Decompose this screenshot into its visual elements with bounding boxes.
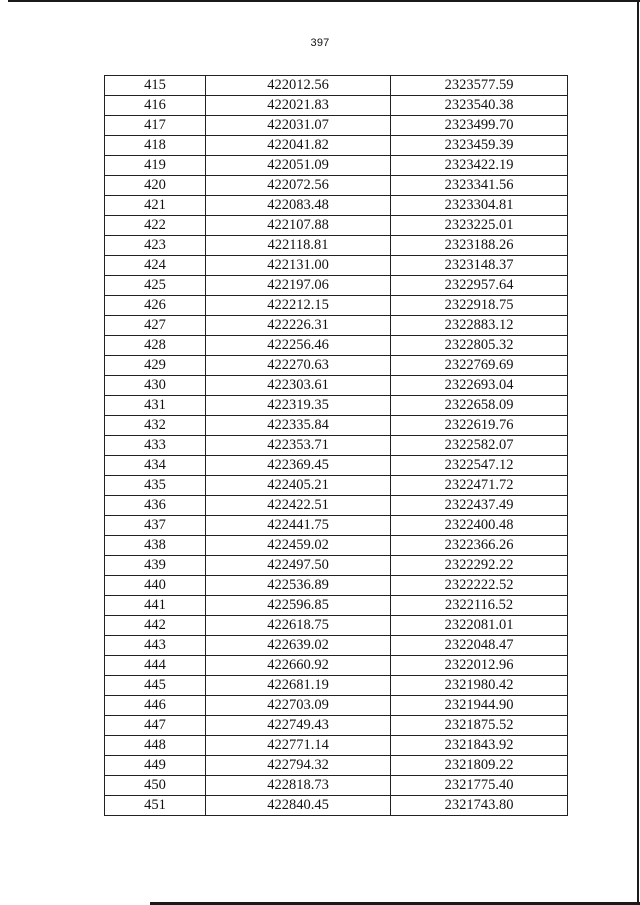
table-row <box>105 156 568 176</box>
table-row <box>105 416 568 436</box>
table-row <box>105 576 568 596</box>
y-coordinate-cell: 2323459.39 <box>391 136 568 156</box>
x-coordinate-cell: 422681.19 <box>206 676 391 696</box>
table-row <box>105 276 568 296</box>
point-number-cell: 441 <box>105 596 206 616</box>
point-number-cell: 442 <box>105 616 206 636</box>
y-coordinate-cell: 2322693.04 <box>391 376 568 396</box>
x-coordinate-cell: 422335.84 <box>206 416 391 436</box>
y-coordinate-cell: 2322957.64 <box>391 276 568 296</box>
point-number-cell: 451 <box>105 796 206 816</box>
point-number-cell: 427 <box>105 316 206 336</box>
x-coordinate-cell: 422794.32 <box>206 756 391 776</box>
table-row <box>105 676 568 696</box>
y-coordinate-cell: 2323422.19 <box>391 156 568 176</box>
x-coordinate-cell: 422441.75 <box>206 516 391 536</box>
table-row <box>105 756 568 776</box>
y-coordinate-cell: 2322883.12 <box>391 316 568 336</box>
x-coordinate-cell: 422107.88 <box>206 216 391 236</box>
point-number-cell: 447 <box>105 716 206 736</box>
x-coordinate-cell: 422021.83 <box>206 96 391 116</box>
table-row <box>105 536 568 556</box>
x-coordinate-cell: 422083.48 <box>206 196 391 216</box>
point-number-cell: 428 <box>105 336 206 356</box>
table-row <box>105 176 568 196</box>
coordinate-table <box>104 75 568 816</box>
x-coordinate-cell: 422422.51 <box>206 496 391 516</box>
table-row <box>105 476 568 496</box>
y-coordinate-cell: 2322366.26 <box>391 536 568 556</box>
y-coordinate-cell: 2323499.70 <box>391 116 568 136</box>
x-coordinate-cell: 422818.73 <box>206 776 391 796</box>
table-row <box>105 656 568 676</box>
x-coordinate-cell: 422618.75 <box>206 616 391 636</box>
y-coordinate-cell: 2321875.52 <box>391 716 568 736</box>
coordinate-table-body <box>105 76 568 816</box>
point-number-cell: 434 <box>105 456 206 476</box>
point-number-cell: 433 <box>105 436 206 456</box>
point-number-cell: 416 <box>105 96 206 116</box>
table-row <box>105 596 568 616</box>
x-coordinate-cell: 422536.89 <box>206 576 391 596</box>
x-coordinate-cell: 422256.46 <box>206 336 391 356</box>
table-row <box>105 316 568 336</box>
point-number-cell: 446 <box>105 696 206 716</box>
table-row <box>105 716 568 736</box>
x-coordinate-cell: 422303.61 <box>206 376 391 396</box>
table-row <box>105 616 568 636</box>
point-number-cell: 437 <box>105 516 206 536</box>
point-number-cell: 431 <box>105 396 206 416</box>
x-coordinate-cell: 422270.63 <box>206 356 391 376</box>
point-number-cell: 418 <box>105 136 206 156</box>
point-number-cell: 430 <box>105 376 206 396</box>
table-row <box>105 356 568 376</box>
y-coordinate-cell: 2322292.22 <box>391 556 568 576</box>
table-row <box>105 76 568 96</box>
table-row <box>105 556 568 576</box>
y-coordinate-cell: 2323304.81 <box>391 196 568 216</box>
y-coordinate-cell: 2323188.26 <box>391 236 568 256</box>
y-coordinate-cell: 2321944.90 <box>391 696 568 716</box>
table-row <box>105 376 568 396</box>
table-row <box>105 796 568 816</box>
x-coordinate-cell: 422497.50 <box>206 556 391 576</box>
x-coordinate-cell: 422459.02 <box>206 536 391 556</box>
y-coordinate-cell: 2323148.37 <box>391 256 568 276</box>
point-number-cell: 444 <box>105 656 206 676</box>
point-number-cell: 450 <box>105 776 206 796</box>
point-number-cell: 425 <box>105 276 206 296</box>
table-row <box>105 236 568 256</box>
table-row <box>105 436 568 456</box>
point-number-cell: 432 <box>105 416 206 436</box>
y-coordinate-cell: 2322081.01 <box>391 616 568 636</box>
y-coordinate-cell: 2322582.07 <box>391 436 568 456</box>
x-coordinate-cell: 422319.35 <box>206 396 391 416</box>
y-coordinate-cell: 2321809.22 <box>391 756 568 776</box>
y-coordinate-cell: 2322805.32 <box>391 336 568 356</box>
y-coordinate-cell: 2322400.48 <box>391 516 568 536</box>
y-coordinate-cell: 2323540.38 <box>391 96 568 116</box>
table-row <box>105 296 568 316</box>
y-coordinate-cell: 2322471.72 <box>391 476 568 496</box>
y-coordinate-cell: 2322547.12 <box>391 456 568 476</box>
y-coordinate-cell: 2322116.52 <box>391 596 568 616</box>
table-row <box>105 336 568 356</box>
point-number-cell: 440 <box>105 576 206 596</box>
y-coordinate-cell: 2321775.40 <box>391 776 568 796</box>
y-coordinate-cell: 2322619.76 <box>391 416 568 436</box>
table-row <box>105 136 568 156</box>
point-number-cell: 426 <box>105 296 206 316</box>
y-coordinate-cell: 2322437.49 <box>391 496 568 516</box>
x-coordinate-cell: 422369.45 <box>206 456 391 476</box>
x-coordinate-cell: 422639.02 <box>206 636 391 656</box>
x-coordinate-cell: 422197.06 <box>206 276 391 296</box>
point-number-cell: 443 <box>105 636 206 656</box>
x-coordinate-cell: 422749.43 <box>206 716 391 736</box>
x-coordinate-cell: 422596.85 <box>206 596 391 616</box>
x-coordinate-cell: 422226.31 <box>206 316 391 336</box>
x-coordinate-cell: 422012.56 <box>206 76 391 96</box>
point-number-cell: 435 <box>105 476 206 496</box>
y-coordinate-cell: 2323341.56 <box>391 176 568 196</box>
point-number-cell: 449 <box>105 756 206 776</box>
y-coordinate-cell: 2322769.69 <box>391 356 568 376</box>
point-number-cell: 445 <box>105 676 206 696</box>
y-coordinate-cell: 2323225.01 <box>391 216 568 236</box>
point-number-cell: 436 <box>105 496 206 516</box>
x-coordinate-cell: 422051.09 <box>206 156 391 176</box>
table-row <box>105 496 568 516</box>
point-number-cell: 419 <box>105 156 206 176</box>
scan-border-top <box>8 0 640 2</box>
point-number-cell: 429 <box>105 356 206 376</box>
x-coordinate-cell: 422041.82 <box>206 136 391 156</box>
y-coordinate-cell: 2323577.59 <box>391 76 568 96</box>
x-coordinate-cell: 422031.07 <box>206 116 391 136</box>
x-coordinate-cell: 422703.09 <box>206 696 391 716</box>
table-row <box>105 696 568 716</box>
point-number-cell: 448 <box>105 736 206 756</box>
x-coordinate-cell: 422118.81 <box>206 236 391 256</box>
x-coordinate-cell: 422131.00 <box>206 256 391 276</box>
x-coordinate-cell: 422771.14 <box>206 736 391 756</box>
point-number-cell: 422 <box>105 216 206 236</box>
y-coordinate-cell: 2322048.47 <box>391 636 568 656</box>
table-row <box>105 96 568 116</box>
point-number-cell: 439 <box>105 556 206 576</box>
y-coordinate-cell: 2322658.09 <box>391 396 568 416</box>
x-coordinate-cell: 422405.21 <box>206 476 391 496</box>
table-row <box>105 736 568 756</box>
x-coordinate-cell: 422212.15 <box>206 296 391 316</box>
table-row <box>105 216 568 236</box>
point-number-cell: 415 <box>105 76 206 96</box>
y-coordinate-cell: 2322222.52 <box>391 576 568 596</box>
scan-border-right <box>637 0 639 905</box>
point-number-cell: 423 <box>105 236 206 256</box>
table-row <box>105 456 568 476</box>
point-number-cell: 421 <box>105 196 206 216</box>
table-row <box>105 116 568 136</box>
table-row <box>105 516 568 536</box>
y-coordinate-cell: 2321743.80 <box>391 796 568 816</box>
y-coordinate-cell: 2321843.92 <box>391 736 568 756</box>
x-coordinate-cell: 422840.45 <box>206 796 391 816</box>
point-number-cell: 417 <box>105 116 206 136</box>
y-coordinate-cell: 2322918.75 <box>391 296 568 316</box>
x-coordinate-cell: 422072.56 <box>206 176 391 196</box>
table-row <box>105 396 568 416</box>
table-row <box>105 776 568 796</box>
y-coordinate-cell: 2321980.42 <box>391 676 568 696</box>
point-number-cell: 438 <box>105 536 206 556</box>
table-row <box>105 256 568 276</box>
y-coordinate-cell: 2322012.96 <box>391 656 568 676</box>
table-row <box>105 636 568 656</box>
table-row <box>105 196 568 216</box>
x-coordinate-cell: 422353.71 <box>206 436 391 456</box>
point-number-cell: 424 <box>105 256 206 276</box>
page-number: 397 <box>310 37 330 49</box>
x-coordinate-cell: 422660.92 <box>206 656 391 676</box>
point-number-cell: 420 <box>105 176 206 196</box>
